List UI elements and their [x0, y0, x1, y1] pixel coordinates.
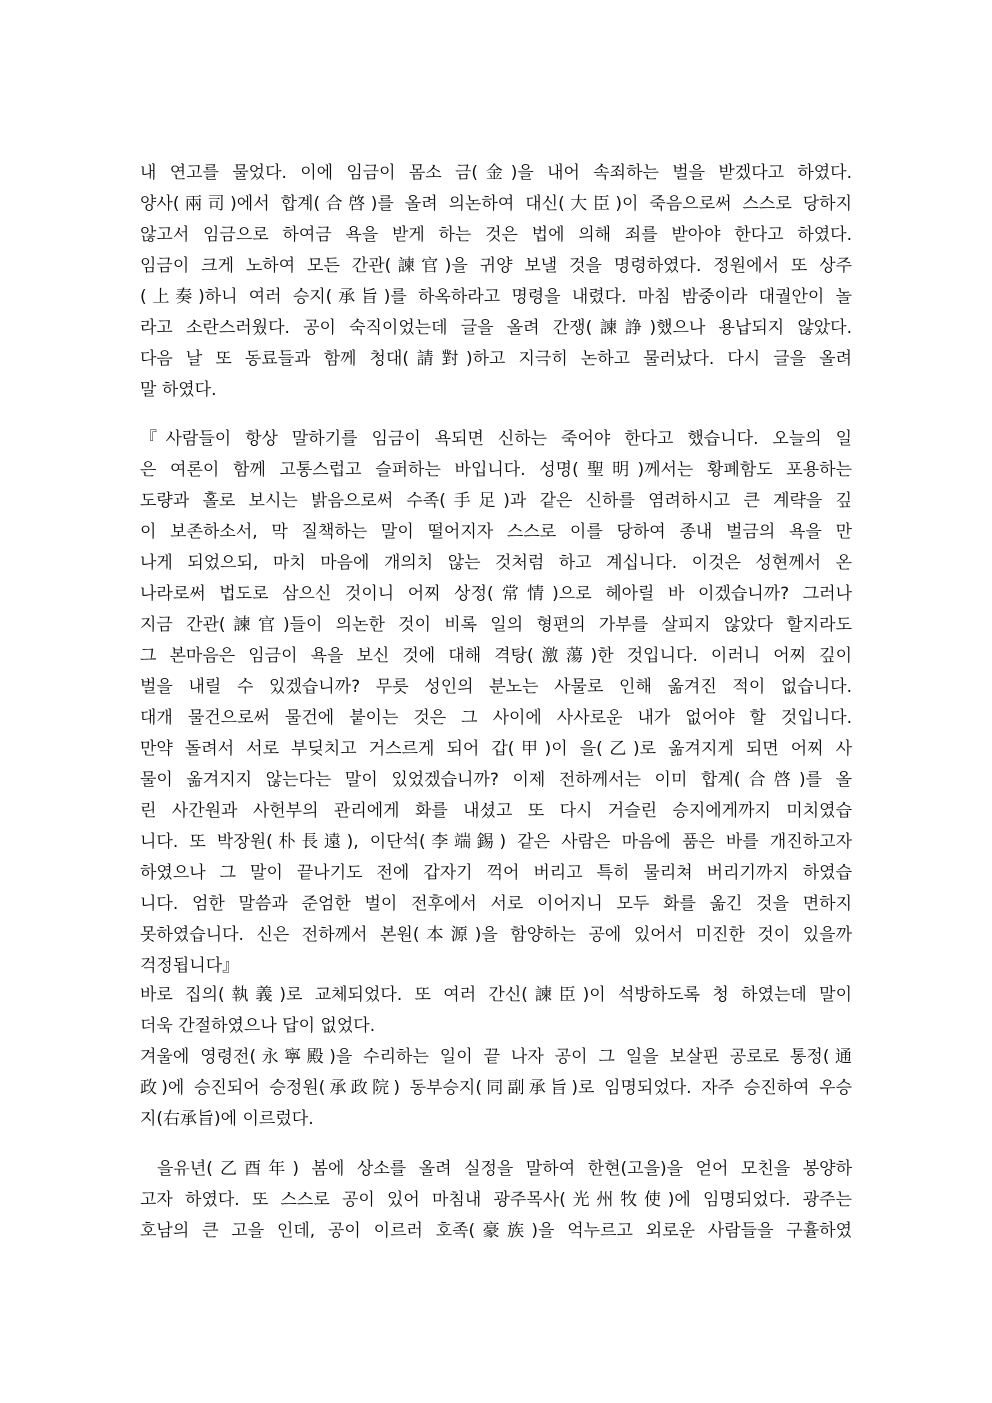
text-line: 물이 옮겨지지 않는다는 말이 있었겠습니까? 이제 전하께서는 이미 합계(合啓)를 올 [140, 770, 852, 790]
text-line: 다음 날 또 동료들과 함께 청대(請對)하고 지극히 논하고 물러났다. 다시 글을 올려 [140, 349, 852, 369]
paragraph-2-quotation [140, 424, 852, 982]
paragraph-3 [140, 980, 852, 1135]
text-line: 을유년(乙酉年) 봄에 상소를 올려 실정을 말하여 한현(고을)을 얻어 모친을 봉양하 [157, 1159, 852, 1179]
text-line: 않고서 임금으로 하여금 욕을 받게 하는 것은 법에 의해 죄를 받아야 한다고 하였다. [140, 225, 852, 245]
text-line: 은 여론이 함께 고통스럽고 슬퍼하는 바입니다. 성명(聖明)께서는 황폐함도 포용하는 [140, 460, 852, 480]
paragraph-4 [140, 1154, 852, 1247]
text-line: 지(右承旨)에 이르렀다. [140, 1109, 314, 1129]
text-line: 고자 하였다. 또 스스로 공이 있어 마침내 광주목사(光州牧使)에 임명되었다. 광주는 [140, 1190, 852, 1210]
text-line: 못하였습니다. 신은 전하께서 본원(本源)을 함양하는 공에 있어서 미진한 것이 있을까 [140, 925, 852, 945]
text-line: 내 연고를 물었다. 이에 임금이 몸소 금(金)을 내어 속죄하는 벌을 받겠다고 하였다. [140, 163, 852, 183]
text-line: 『사람들이 항상 말하기를 임금이 욕되면 신하는 죽어야 한다고 했습니다. 오늘의 일 [140, 429, 852, 449]
text-line: 政)에 승진되어 승정원(承政院) 동부승지(同副承旨)로 임명되었다. 자주 승진하여 우승 [140, 1078, 852, 1098]
text-line: 겨울에 영령전(永寧殿)을 수리하는 일이 끝 나자 공이 그 일을 보살핀 공로로 통정(通 [140, 1047, 852, 1067]
text-line: 라고 소란스러웠다. 공이 숙직이었는데 글을 올려 간쟁(諫諍)했으나 용납되지 않았다. [140, 318, 852, 338]
text-line: 나라로써 법도로 삼으신 것이니 어찌 상정(常情)으로 헤아릴 바 이겠습니까? 그러나 [140, 584, 852, 604]
text-line: 양사(兩司)에서 합계(合啓)를 올려 의논하여 대신(大臣)이 죽음으로써 스스로 당하지 [140, 194, 852, 214]
text-line: 이 보존하소서, 막 질책하는 말이 떨어지자 스스로 이를 당하여 종내 벌금의 욕을 만 [140, 522, 852, 542]
text-line: 니다. 엄한 말씀과 준엄한 벌이 전후에서 서로 이어지니 모두 화를 옮긴 것을 면하지 [140, 894, 852, 914]
text-line: (上奏)하니 여러 승지(承旨)를 하옥하라고 명령을 내렸다. 마침 밤중이라 대궐안이 놀 [140, 287, 852, 307]
text-line: 도량과 홀로 보시는 밝음으로써 수족(手足)과 같은 신하를 염려하시고 큰 계략을 깊 [140, 491, 852, 511]
text-line: 하였으나 그 말이 끝나기도 전에 갑자기 꺽어 버리고 특히 물리쳐 버리기까지 하였습 [140, 863, 852, 883]
text-line: 만약 돌려서 서로 부딪치고 거스르게 되어 갑(甲)이 을(乙)로 옮겨지게 되면 어찌 사 [140, 739, 852, 759]
text-line: 지금 간관(諫官)들이 의논한 것이 비록 일의 형편의 가부를 살피지 않았다 할지라도 [140, 615, 852, 635]
text-line: 걱정됩니다』 [140, 956, 240, 976]
text-line: 니다. 또 박장원(朴長遠), 이단석(李端錫) 같은 사람은 마음에 품은 바를 개진하고자 [140, 832, 852, 852]
text-line: 그 본마음은 임금이 욕을 보신 것에 대해 격탕(激蕩)한 것입니다. 이러니 어찌 깊이 [140, 646, 852, 666]
text-line: 나게 되었으되, 마치 마음에 개의치 않는 것처럼 하고 계십니다. 이것은 성현께서 온 [140, 553, 852, 573]
text-line: 바로 집의(執義)로 교체되었다. 또 여러 간신(諫臣)이 석방하도록 청 하였는데 말이 [140, 985, 852, 1005]
paragraph-1 [140, 158, 852, 406]
text-line: 말 하였다. [140, 380, 217, 400]
text-line: 벌을 내릴 수 있겠습니까? 무릇 성인의 분노는 사물로 인해 옮겨진 적이 없습니다. [140, 677, 852, 697]
text-line: 대개 물건으로써 물건에 붙이는 것은 그 사이에 사사로운 내가 없어야 할 것입니다. [140, 708, 852, 728]
text-line: 호남의 큰 고을 인데, 공이 이르러 호족(豪族)을 억누르고 외로운 사람들을 구휼하였 [140, 1221, 852, 1241]
text-line: 린 사간원과 사헌부의 관리에게 화를 내셨고 또 다시 거슬린 승지에게까지 미치였습 [140, 801, 852, 821]
text-line: 임금이 크게 노하여 모든 간관(諫官)을 귀양 보낼 것을 명령하였다. 정원에서 또 상주 [140, 256, 852, 276]
text-line: 더욱 간절하였으나 답이 없었다. [140, 1016, 376, 1036]
